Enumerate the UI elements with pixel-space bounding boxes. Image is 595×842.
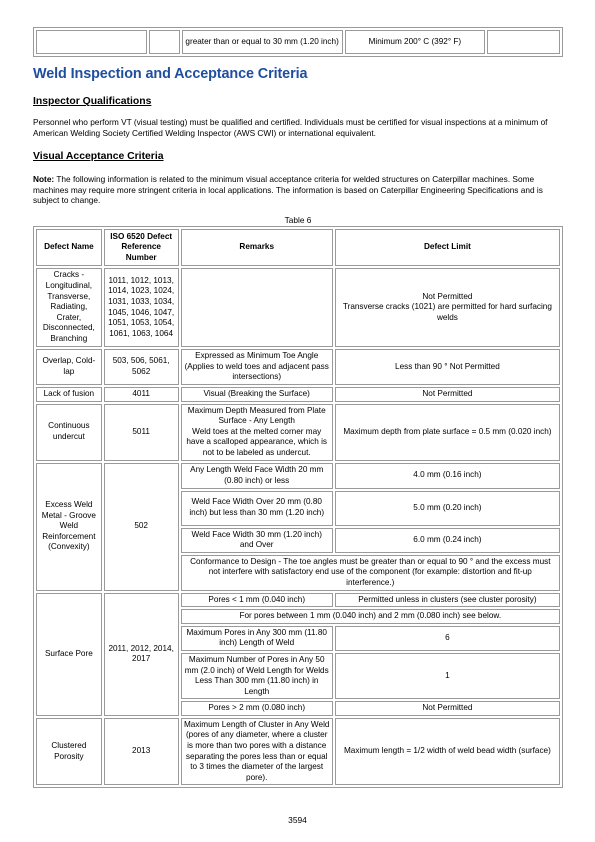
defect-name-cell: Surface Pore: [36, 593, 102, 716]
iso-reference-cell: 502: [104, 463, 179, 591]
table-row: [36, 387, 560, 402]
remarks-cell: Pores > 2 mm (0.080 inch): [181, 701, 333, 716]
table-row: [36, 404, 560, 461]
iso-reference-cell: 4011: [104, 387, 179, 402]
remarks-cell: [181, 404, 333, 461]
iso-reference-cell: 2011, 2012, 2014, 2017: [104, 593, 179, 716]
column-header-defect-name: Defect Name: [36, 229, 102, 266]
defect-name-cell: Cracks - Longitudinal, Transverse, Radiating, Crater, Disconnected, Branching: [36, 268, 102, 347]
defect-limit-cell: Not Permitted: [335, 701, 560, 716]
table-cell: [487, 30, 560, 54]
remarks-cell: Maximum Length of Cluster in Any Weld (pores of any diameter, where a cluster is more than two pores with a distance separating the pores less than or equal to 3 times the diameter of the largest pore).: [181, 718, 333, 786]
table-cell: greater than or equal to 30 mm (1.20 inch): [182, 30, 343, 54]
defect-limit-cell: [335, 268, 560, 347]
defect-limit-cell: Maximum depth from plate surface = 0.5 mm (0.020 inch): [335, 404, 560, 461]
defect-limit-cell: 6.0 mm (0.24 inch): [335, 528, 560, 553]
remarks-cell: Maximum Number of Pores in Any 50 mm (2.0 inch) of Weld Length for Welds Less Than 300 mm (11.80 inch) in Length: [181, 653, 333, 699]
visual-acceptance-heading: Visual Acceptance Criteria: [33, 151, 164, 162]
limit-line: Transverse cracks (1021) are permitted for hard surfacing welds: [342, 302, 552, 322]
defect-criteria-table: [33, 226, 563, 788]
remarks-cell: Pores < 1 mm (0.040 inch): [181, 593, 333, 608]
page-number: 3594: [288, 815, 307, 825]
conformance-cell: Conformance to Design - The toe angles must be greater than or equal to 90 ° and the excess must not interfere with satisfactory end use of the component (for example: distortion and fit-up interference.): [181, 555, 560, 591]
defect-name-cell: Lack of fusion: [36, 387, 102, 402]
remarks-cell: Weld Face Width Over 20 mm (0.80 inch) but less than 30 mm (1.20 inch): [181, 491, 333, 526]
table-row: [36, 593, 560, 608]
defect-limit-cell: Maximum length = 1/2 width of weld bead width (surface): [335, 718, 560, 786]
column-header-remarks: Remarks: [181, 229, 333, 266]
defect-limit-cell: Not Permitted: [335, 387, 560, 402]
span-note-cell: For pores between 1 mm (0.040 inch) and 2 mm (0.080 inch) see below.: [181, 609, 560, 624]
section-title: Weld Inspection and Acceptance Criteria: [33, 66, 308, 82]
table-row: [36, 463, 560, 489]
remarks-cell: Maximum Pores in Any 300 mm (11.80 inch) Length of Weld: [181, 626, 333, 651]
previous-table-fragment: [33, 27, 563, 57]
column-header-iso-reference: ISO 6520 Defect Reference Number: [104, 229, 179, 266]
table-cell: [36, 30, 147, 54]
limit-line: Not Permitted: [422, 291, 473, 301]
remarks-line: Weld toes at the melted corner may have a scalloped appearance, which is not to be labeled as undercut.: [186, 426, 328, 457]
defect-name-cell: Continuous undercut: [36, 404, 102, 461]
table-row: [36, 268, 560, 347]
inspector-qualifications-heading: Inspector Qualifications: [33, 96, 152, 107]
visual-acceptance-note: [33, 174, 563, 206]
remarks-cell: Weld Face Width 30 mm (1.20 inch) and Over: [181, 528, 333, 553]
iso-reference-cell: 503, 506, 5061, 5062: [104, 349, 179, 385]
defect-limit-cell: Less than 90 ° Not Permitted: [335, 349, 560, 385]
iso-reference-cell: 2013: [104, 718, 179, 786]
table-row: [36, 349, 560, 385]
defect-name-cell: Clustered Porosity: [36, 718, 102, 786]
table-row: [36, 30, 560, 54]
table-cell: Minimum 200° C (392° F): [345, 30, 486, 54]
iso-reference-cell: 1011, 1012, 1013, 1014, 1023, 1024, 1031, 1033, 1034, 1045, 1046, 1047, 1051, 1053, 1054, 1061, 1063, 1064: [104, 268, 179, 347]
table-cell: [149, 30, 180, 54]
remarks-line: Maximum Depth Measured from Plate Surface - Any Length: [187, 405, 326, 426]
remarks-cell: Expressed as Minimum Toe Angle (Applies to weld toes and adjacent pass intersections): [181, 349, 333, 385]
defect-limit-cell: 1: [335, 653, 560, 699]
column-header-defect-limit: Defect Limit: [335, 229, 560, 266]
table-row: [36, 718, 560, 786]
note-text: The following information is related to the minimum visual acceptance criteria for welded structures on Caterpillar machines. Some machines may require more stringent criteria in local applications. The information is based on Caterpillar Engineering Specifications and is subject to change.: [33, 174, 543, 206]
defect-limit-cell: 4.0 mm (0.16 inch): [335, 463, 560, 489]
defect-name-cell: Overlap, Cold-lap: [36, 349, 102, 385]
iso-reference-cell: 5011: [104, 404, 179, 461]
remarks-cell: [181, 268, 333, 347]
remarks-cell: Any Length Weld Face Width 20 mm (0.80 inch) or less: [181, 463, 333, 489]
table-header-row: [36, 229, 560, 266]
defect-name-cell: Excess Weld Metal - Groove Weld Reinforcement (Convexity): [36, 463, 102, 591]
inspector-qualifications-text: Personnel who perform VT (visual testing) must be qualified and certified. Individuals must be certified for visual inspections at a minimum of American Welding Society Certified Welding Inspector (AWS CWI) or international equivalent.: [33, 117, 548, 138]
note-label: Note:: [33, 174, 55, 184]
table-caption: Table 6: [284, 215, 312, 225]
defect-limit-cell: Permitted unless in clusters (see cluster porosity): [335, 593, 560, 608]
remarks-cell: Visual (Breaking the Surface): [181, 387, 333, 402]
defect-limit-cell: 6: [335, 626, 560, 651]
defect-limit-cell: 5.0 mm (0.20 inch): [335, 491, 560, 526]
